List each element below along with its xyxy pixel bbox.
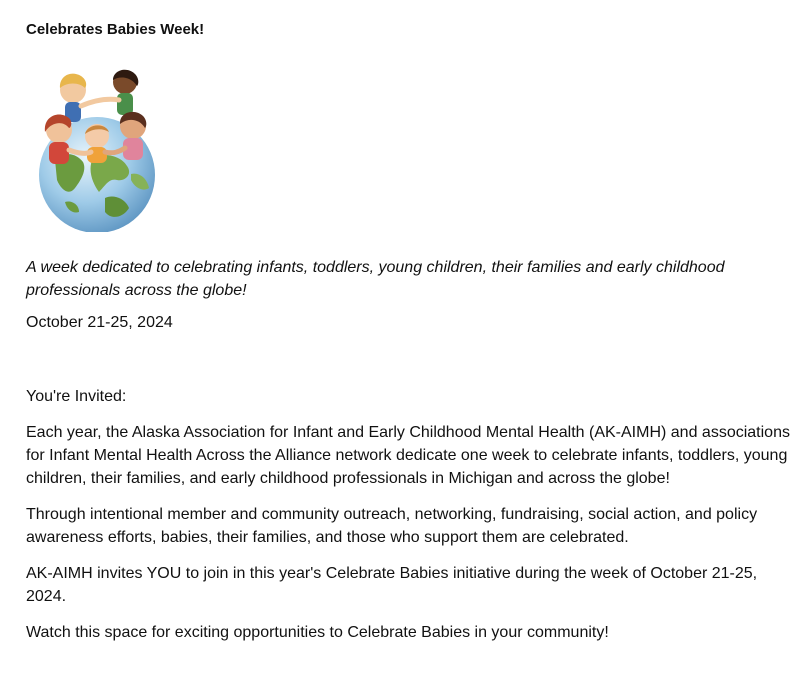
tagline: A week dedicated to celebrating infants, toddlers, young children, their families and early childhood professionals across the globe! bbox=[26, 259, 725, 299]
paragraph-outreach: Through intentional member and community outreach, networking, fundraising, social action, and policy awareness efforts, babies, their families, and those who support them are celebrated. bbox=[26, 506, 758, 546]
paragraph-watch: Watch this space for exciting opportunities to Celebrate Babies in your community! bbox=[26, 624, 609, 641]
invite-heading: You're Invited: bbox=[26, 388, 127, 405]
paragraph-invitation: AK-AIMH invites YOU to join in this year's Celebrate Babies initiative during the week of October 21-25, 2024. bbox=[26, 565, 758, 605]
document-body bbox=[26, 20, 796, 644]
children-around-globe-icon bbox=[35, 62, 160, 232]
paragraph-intro: Each year, the Alaska Association for Infant and Early Childhood Mental Health (AK-AIMH) and associations for Infant Mental Health Across the Alliance network dedicate one week to celebrate infants, toddlers, young children, their families, and early childhood professionals in Michigan and across the globe! bbox=[26, 424, 790, 487]
page-title: Celebrates Babies Week! bbox=[26, 21, 205, 38]
event-dates: October 21-25, 2024 bbox=[26, 314, 173, 331]
